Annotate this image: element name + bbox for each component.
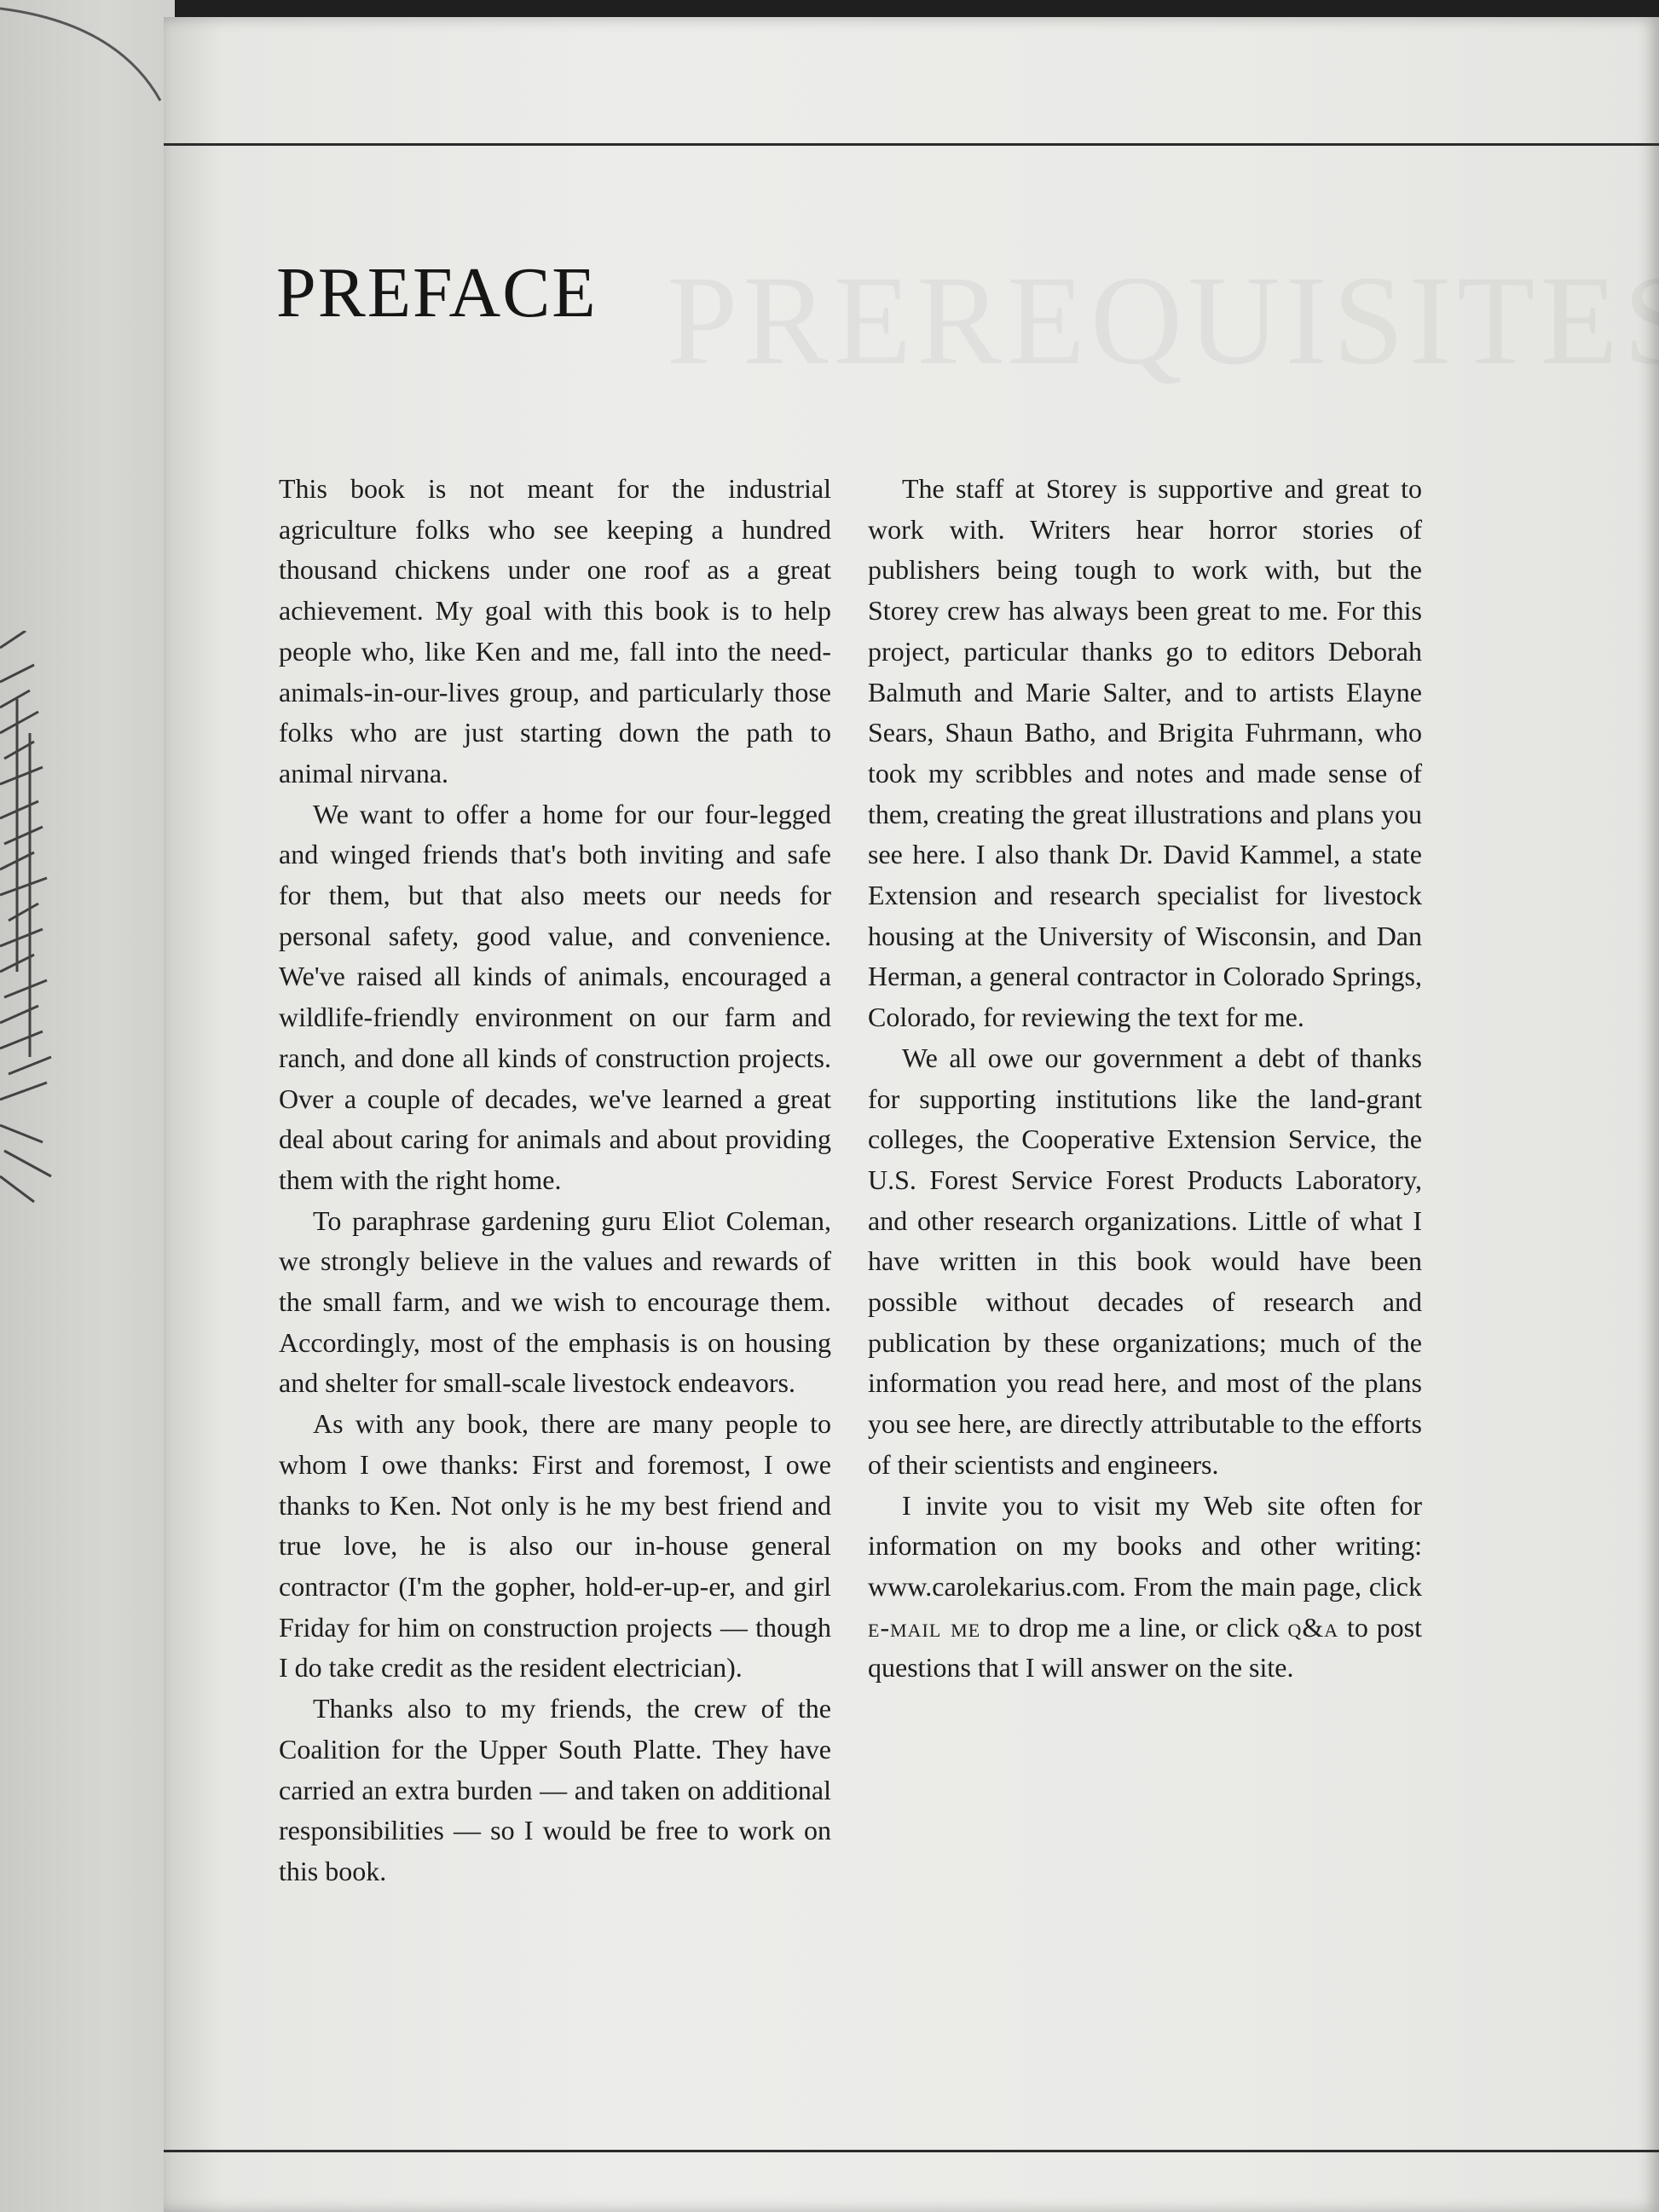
qa-label: q&a [1287, 1611, 1339, 1643]
tree-illustration-fragment [0, 631, 60, 1210]
paragraph-text: to drop me a line, or click [988, 1611, 1280, 1643]
page-curl-line [0, 0, 171, 119]
text-column-left [279, 469, 831, 1892]
email-me-label: e-mail me [868, 1611, 981, 1643]
paragraph-text: I invite you to visit my Web site often for information on my books and other writing: www.carolekarius.com. From the main page, click [868, 1489, 1422, 1602]
paragraph-text: to post questions that I will answer on the site. [868, 1611, 1422, 1684]
paragraph: We all owe our government a debt of thanks for supporting institutions like the land-grant colleges, the Cooperative Extension Service, the U.S. Forest Service Forest Products Laboratory, and other research organizations. Little of what I have written in this book would have been possible without decades of research and publication by these organizations; much of the information you read here, and most of the plans you see here, are directly attributable to the efforts of their scientists and engineers. [868, 1042, 1422, 1480]
paragraph: Thanks also to my friends, the crew of the Coalition for the Upper South Platte. They have carried an extra burden — and taken on additional responsibilities — so I would be free to work on this book. [279, 1693, 831, 1886]
paragraph: The staff at Storey is supportive and great to work with. Writers hear horror stories of publishers being tough to work with, but the Storey crew has always been great to me. For this project, particular thanks go to editors Deborah Balmuth and Marie Salter, and to artists Elayne Sears, Shaun Batho, and Brigita Fuhrmann, who took my scribbles and notes and made sense of them, creating the great illustrations and plans you see here. I also thank Dr. David Kammel, a state Extension and research specialist for livestock housing at the University of Wisconsin, and Dan Herman, a general contractor in Colorado Springs, Colorado, for reviewing the text for me. [868, 473, 1422, 1033]
text-column-right [868, 469, 1422, 1689]
book-page [164, 17, 1659, 2212]
page-title: PREFACE [276, 253, 598, 332]
previous-page-edge [0, 0, 175, 2212]
paragraph: This book is not meant for the industrial agriculture folks who see keeping a hundred thousand chickens under one roof as a great achievement. My goal with this book is to help people who, like Ken and me, fall into the need-animals-in-our-lives group, and particularly those folks who are just starting down the path to animal nirvana. [279, 473, 831, 788]
paragraph: As with any book, there are many people to whom I owe thanks: First and foremost, I owe thanks to Ken. Not only is he my best friend and true love, he is also our in-house general contractor (I'm the gopher, hold-er-up-er, and girl Friday for him on construction projects — though I do take credit as the resident electrician). [279, 1408, 831, 1684]
top-rule [164, 143, 1659, 146]
paragraph: We want to offer a home for our four-legged and winged friends that's both inviting and safe for them, but that also meets our needs for personal safety, good value, and convenience. We've raised all kinds of animals, encouraged a wildlife-friendly environment on our farm and ranch, and done all kinds of construction projects. Over a couple of decades, we've learned a great deal about caring for animals and about providing them with the right home. [279, 798, 831, 1195]
show-through-heading [667, 247, 1659, 394]
bottom-rule [164, 2150, 1659, 2152]
paragraph-website [868, 1486, 1422, 1689]
paragraph: To paraphrase gardening guru Eliot Coleman, we strongly believe in the values and rewards of the small farm, and we wish to encourage them. Accordingly, most of the emphasis is on housing and shelter for small-scale livestock endeavors. [279, 1204, 831, 1399]
